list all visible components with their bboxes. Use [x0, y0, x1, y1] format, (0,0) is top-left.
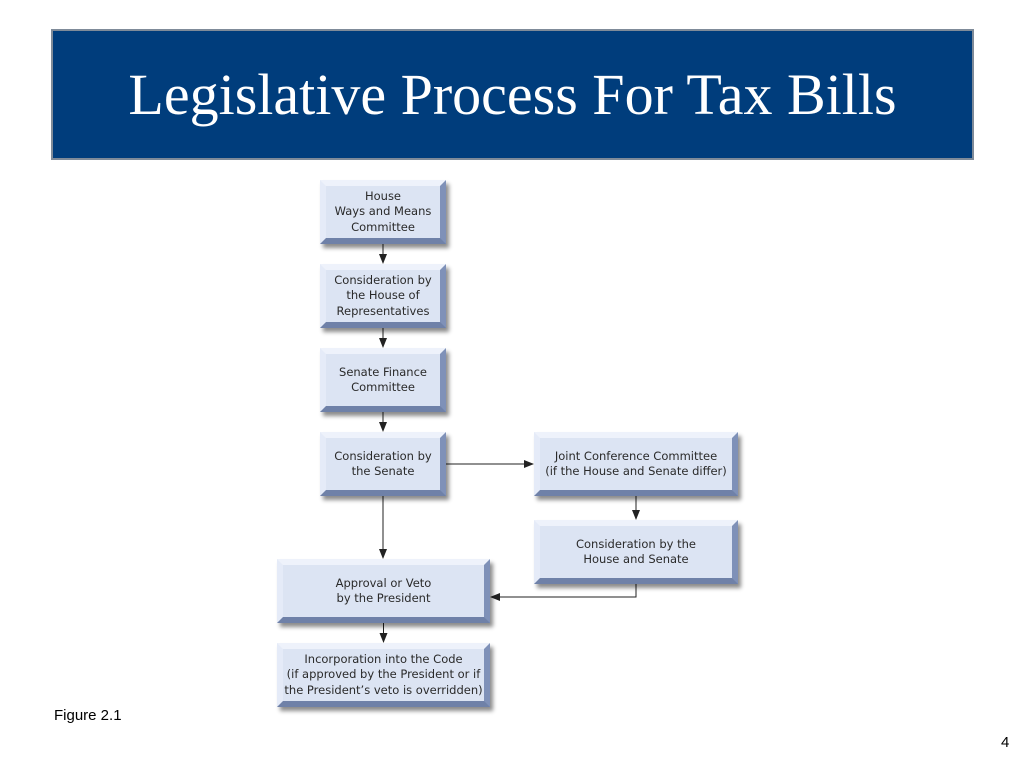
page-number: 4 — [1001, 734, 1010, 751]
node-senate-consideration: Consideration by the Senate — [320, 432, 446, 496]
node-joint-conference: Joint Conference Committee (if the House and Senate differ) — [534, 432, 738, 496]
node-senate-finance: Senate Finance Committee — [320, 348, 446, 412]
connector-house-senate-consideration-to-president-approval — [491, 584, 636, 597]
node-president-approval: Approval or Veto by the President — [277, 559, 490, 623]
node-house-ways-means: House Ways and Means Committee — [320, 180, 446, 244]
node-house-consideration: Consideration by the House of Representatives — [320, 264, 446, 328]
slide-title: Legislative Process For Tax Bills — [128, 61, 897, 127]
node-house-senate-consideration: Consideration by the House and Senate — [534, 520, 738, 584]
figure-caption: Figure 2.1 — [54, 707, 122, 724]
node-code-incorporation: Incorporation into the Code (if approved by the President or if the President’s veto is overridden) — [277, 643, 490, 707]
